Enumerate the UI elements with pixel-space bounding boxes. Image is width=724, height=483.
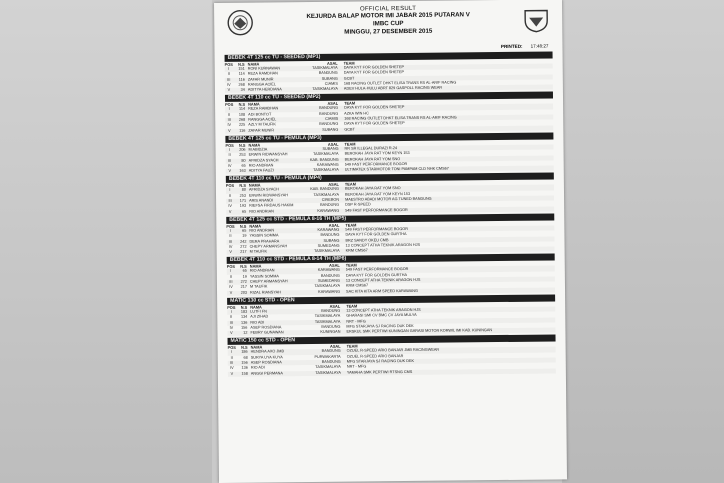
printed-stamp — [501, 44, 549, 49]
class-section — [225, 132, 553, 174]
name-cell: M ABIDZIA — [248, 147, 268, 152]
class-title: BEBEK 4T 110 cc TU - SEEDED (MP2) — [225, 92, 553, 102]
column-header-asal: ASAL — [329, 263, 340, 269]
number-cell: 80 — [241, 158, 246, 163]
column-header-nama: NAMA — [249, 223, 262, 229]
number-cell: 225 — [238, 123, 246, 128]
column-header-team: TEAM — [345, 222, 357, 228]
position-cell: IV — [229, 325, 234, 330]
team-cell: ULTIMATEX STARMOTOR TONI PAMPAM CLD NHK CMS67 — [344, 166, 449, 172]
column-header-no: N.S — [238, 61, 245, 67]
class-title: BEBEK 4T 125 cc STD - PEMULA 8-16 TH (MP5) — [226, 213, 554, 223]
number-cell: 253 — [239, 193, 247, 198]
team-cell: YAMAHA SMK PERTIWI RTSNG CMS — [346, 369, 413, 375]
position-cell: III — [228, 239, 233, 244]
position-cell: IV — [227, 163, 232, 168]
position-cell: V — [228, 128, 231, 133]
origin-cell: TASIKMALAYA — [314, 284, 340, 289]
cup-title: IMBC CUP — [372, 20, 404, 28]
team-cell: ERSKUL SMK PERTIWI KUNINGAN GARASI MOTOR KORWIL IMI KAB. KUNINGAN — [346, 328, 493, 334]
name-cell: AFRIDZA SYACH — [248, 187, 279, 193]
origin-cell: BANDUNG — [319, 122, 339, 127]
position-cell: III — [230, 360, 234, 365]
name-cell: YASSIN SOMMA — [249, 274, 279, 279]
class-section — [225, 92, 553, 134]
name-cell: AJI ZIHAD — [250, 314, 269, 319]
column-header-pos: POS — [225, 102, 234, 108]
name-cell: ERWIN RIDWANSYAH — [248, 152, 288, 157]
column-header-asal: ASAL — [327, 101, 339, 107]
name-cell: FEBRY GUNAWAN — [250, 330, 284, 335]
number-cell: 65 — [241, 209, 247, 214]
class-title: MATIC 130 cc STD - OPEN — [227, 294, 555, 304]
position-cell: IV — [230, 366, 234, 371]
team-cell: BEROKAH JAYA RAT YOM KEYN 153 — [344, 191, 411, 197]
position-cell: III — [227, 117, 231, 122]
position-cell: II — [229, 234, 232, 239]
number-cell: 217 — [240, 284, 247, 290]
printed-time: 17:48:27 — [530, 43, 549, 49]
team-cell: OZUEL R-SPEED ARIO BANJAR JMB RACINGWEAR — [346, 348, 440, 354]
team-cell: AZKA WIN HC — [344, 111, 369, 116]
number-cell: 272 — [240, 244, 247, 249]
team-cell: BEROKAH JAYA RAT YOM SNO — [344, 186, 401, 192]
name-cell: RIO ANDRIAN — [249, 268, 275, 274]
column-header-pos: POS — [225, 142, 234, 148]
class-section — [226, 213, 554, 255]
origin-cell: TASIKMALAYA — [314, 313, 341, 319]
origin-cell: SUBANG — [323, 238, 340, 243]
team-cell: GCBT — [344, 127, 355, 132]
team-cell: BEROKAH JAYA RAT YOM KEYN 153 — [344, 151, 410, 156]
printed-label: PRINTED: — [500, 43, 523, 49]
number-cell: 156 — [241, 325, 248, 330]
position-cell: V — [229, 290, 233, 295]
position-cell: I — [231, 350, 233, 355]
team-cell: NRT - MFG — [346, 318, 366, 324]
background-left — [0, 0, 212, 483]
origin-cell: SUMEDANG — [317, 278, 340, 283]
number-cell: 65 — [241, 163, 246, 168]
name-cell: RIZAL RIANSYAH — [250, 289, 281, 295]
column-header-pos: POS — [226, 223, 235, 229]
column-header-nama: NAMA — [250, 344, 263, 351]
name-cell: ASEP ROSDIANA — [250, 325, 282, 330]
origin-cell: KAB. BANDUNG — [310, 187, 339, 192]
name-cell: ANGGI PERMANA — [250, 370, 283, 376]
results-sections — [215, 51, 566, 377]
column-header-nama: NAMA — [248, 102, 260, 108]
name-cell: ASEP ROSDIANA — [250, 360, 282, 365]
column-header-team: TEAM — [344, 101, 356, 107]
team-cell: MFG STARJAYA SJ RACING DUK DEK — [346, 358, 415, 364]
column-header-team: TEAM — [345, 262, 357, 269]
column-header-no: N.S — [240, 304, 248, 310]
number-cell: 272 — [240, 279, 247, 284]
name-cell: REZA RAMDHAN — [248, 106, 279, 112]
column-header-nama: NAMA — [249, 263, 262, 270]
column-header-asal: ASAL — [328, 222, 340, 228]
column-header-no: N.S — [238, 102, 246, 108]
team-cell: 549 FAST PERFORMANCE BOGOR — [344, 161, 408, 167]
origin-cell: BANDUNG — [320, 232, 340, 238]
origin-cell: TASIKMALAYA — [315, 364, 341, 370]
origin-cell: BANDUNG — [321, 349, 341, 354]
event-title: KEJURDA BALAP MOTOR IMI JABAR 2015 PUTARAN V — [306, 11, 470, 21]
position-cell: III — [228, 198, 232, 203]
origin-cell: TASIKMALAYA — [314, 248, 340, 254]
name-cell: REZA RAMDHAN — [247, 71, 278, 76]
column-header-no: N.S — [239, 183, 246, 189]
class-title: MATIC 150 cc STD - OPEN — [228, 335, 556, 345]
name-cell: RIO ANDRIAN — [249, 209, 274, 214]
name-cell: AFRIDZA SYACH — [248, 157, 279, 163]
team-cell: DAYA KYT FOR GOLDEN GURTHA — [345, 232, 407, 237]
name-cell: YASSIN SOMMA — [249, 233, 279, 238]
number-cell: 163 — [239, 168, 246, 173]
column-header-nama: NAMA — [250, 304, 262, 310]
team-cell: 13 CONCEPT ATHA TEKNIK ARAGON HJS — [345, 277, 421, 283]
number-cell: 136 — [240, 320, 248, 325]
column-header-pos: POS — [227, 345, 236, 351]
name-cell: CHEPY ARMANSYAH — [249, 279, 288, 284]
column-header-team: TEAM — [346, 343, 358, 350]
position-cell: I — [228, 147, 231, 152]
position-cell: III — [229, 320, 233, 325]
team-cell: DAYA KYT FOR GOLDEN GURTHA — [345, 272, 408, 278]
column-header-pos: POS — [225, 183, 235, 189]
position-cell: IV — [228, 244, 233, 249]
number-cell: 193 — [239, 204, 247, 209]
number-cell: 186 — [241, 350, 248, 355]
column-header-pos: POS — [224, 61, 233, 67]
number-cell: 12 — [243, 330, 248, 335]
number-cell: 65 — [242, 269, 247, 274]
name-cell: RIO ANDRIAN — [249, 228, 275, 233]
name-cell: M TAUFIK — [249, 249, 268, 254]
origin-cell: KARAWANG — [317, 227, 340, 232]
origin-cell: CIAMIS — [324, 81, 338, 86]
class-section — [227, 254, 555, 296]
column-header-asal: ASAL — [327, 60, 338, 66]
team-cell: 549 FAST PERFORMANCE BOGOR — [345, 226, 408, 232]
position-cell: II — [229, 274, 232, 279]
origin-cell: TASIKMALAYA — [312, 86, 338, 92]
team-cell: DSP R-SPEED — [345, 202, 371, 207]
origin-cell: BANDUNG — [319, 106, 339, 111]
name-cell: ADITYA HERDIANA — [247, 87, 282, 92]
column-header-nama: NAMA — [247, 61, 260, 67]
number-cell: 134 — [240, 314, 248, 319]
origin-cell: TASIKMALAYA — [312, 65, 338, 70]
number-cell: 206 — [239, 147, 246, 152]
position-cell: I — [229, 228, 231, 233]
class-section — [227, 294, 555, 336]
name-cell: ZAFAR MUNIR — [247, 76, 274, 82]
team-cell: KRM CMS67 — [345, 248, 368, 253]
column-header-team: TEAM — [343, 60, 355, 66]
number-cell: 156 — [241, 360, 248, 365]
origin-cell: KUNINGAN — [320, 329, 341, 334]
number-cell: 116 — [239, 128, 246, 133]
position-cell: II — [230, 315, 233, 320]
number-cell: 80 — [241, 188, 246, 193]
number-cell: 183 — [240, 309, 248, 314]
team-cell: MAESTRO ABADI MOTOR AG TUNED BANDUNG — [345, 196, 432, 202]
team-cell: 13 CONCEPT ATHA TEKNIK ARAGON HJS — [346, 307, 421, 313]
team-cell: GCBT — [343, 76, 355, 81]
class-section — [228, 335, 556, 377]
origin-cell: BANDUNG — [321, 308, 341, 313]
column-header-team: TEAM — [346, 303, 358, 309]
origin-cell: TASIKMALAYA — [315, 370, 341, 375]
team-cell: 549 FAST PERFORMANCE BOGOR — [345, 207, 408, 213]
position-cell: II — [228, 153, 231, 158]
team-cell: DAYA KYT FOR GOLDEN SHETEP — [344, 105, 405, 111]
number-cell: 151 — [238, 66, 245, 71]
column-header-asal: ASAL — [329, 303, 341, 309]
position-cell: I — [230, 269, 232, 274]
column-header-nama: NAMA — [248, 182, 261, 189]
name-cell: ARIS ANANDI — [249, 198, 274, 203]
column-header-asal: ASAL — [328, 182, 339, 188]
origin-cell: SUBANG — [322, 146, 339, 151]
origin-cell: TASIKMALAYA — [313, 151, 339, 157]
position-cell: V — [229, 249, 232, 254]
official-result-title: OFFICIAL RESULT — [359, 5, 417, 13]
origin-cell: BANDUNG — [321, 359, 341, 364]
position-cell: V — [230, 330, 233, 335]
number-cell: 253 — [239, 152, 246, 158]
origin-cell: BANDUNG — [321, 324, 341, 329]
column-header-team: TEAM — [344, 181, 356, 188]
imbc-logo-icon — [522, 5, 550, 33]
position-cell: II — [228, 193, 232, 198]
sheet-header — [214, 0, 563, 55]
team-cell: RR SR ILLEGAL DURAZI R-24 — [344, 146, 398, 151]
name-cell: CHEPY ARMANSYAH — [249, 244, 288, 249]
position-cell: IV — [227, 82, 231, 87]
number-cell: 158 — [241, 371, 248, 376]
team-cell: GHARASI SMI CV BMC CV JAYA MULYA — [346, 313, 417, 318]
position-cell: V — [227, 88, 231, 93]
name-cell: DERA PRAHARA — [249, 238, 280, 244]
origin-cell: KARAWANG — [318, 289, 341, 294]
position-cell: II — [227, 72, 230, 77]
position-cell: II — [228, 112, 231, 117]
header-titles — [262, 5, 514, 38]
name-cell: ADI BONTOT — [248, 112, 272, 117]
imi-logo-icon — [226, 9, 254, 37]
team-cell: SAC KITA KITA ARM SPEED KARAWANG — [346, 288, 418, 294]
event-date: MINGGU, 27 DESEMBER 2015 — [344, 27, 433, 36]
column-header-asal: ASAL — [329, 344, 341, 350]
column-header-team: TEAM — [344, 141, 356, 147]
team-cell: 168 RACING OUTLET DHKT ELISA TRANS RS AL-ARIF RACING — [343, 80, 457, 86]
class-section — [225, 51, 553, 93]
origin-cell: TASIKMALAYA — [314, 319, 341, 324]
column-header-nama: NAMA — [248, 142, 261, 148]
origin-cell: BANDUNG — [319, 111, 339, 116]
name-cell: RANGGA ACIEL — [247, 82, 276, 87]
team-cell: 168 RACING OUTLET DHKT ELISA TRANS RS AL-ARIF RACING — [344, 115, 457, 121]
origin-cell: PURWAKARTA — [314, 354, 341, 359]
position-cell: IV — [229, 285, 233, 290]
team-cell: OZUEL R-SPEED ARIO BANJAR — [346, 353, 404, 359]
origin-cell: KAB. BANDUNG — [309, 157, 339, 162]
origin-cell: KARAWANG — [317, 208, 340, 213]
number-cell: 19 — [242, 274, 247, 279]
name-cell: RIEFSA FIRDAUS HAKIM — [249, 203, 294, 208]
team-cell: DAYA KYT FOR GOLDEN SHETEP — [343, 70, 405, 75]
number-cell: 217 — [240, 249, 247, 254]
position-cell: V — [230, 371, 234, 376]
number-cell: 68 — [243, 355, 248, 360]
number-cell: 116 — [238, 77, 245, 82]
origin-cell: KARAWANG — [316, 162, 339, 167]
position-cell: I — [228, 107, 230, 112]
team-cell: 549 FAST PERFORMANCE BOGOR — [345, 267, 409, 273]
position-cell: V — [228, 209, 232, 214]
name-cell: RIO ADI — [250, 365, 265, 370]
class-section — [226, 173, 554, 215]
number-cell: 114 — [239, 107, 246, 112]
number-cell: 19 — [242, 233, 247, 238]
number-cell: 242 — [240, 239, 247, 244]
number-cell: 114 — [238, 71, 245, 77]
result-sheet — [214, 0, 567, 483]
origin-cell: CIAMIS — [325, 116, 339, 121]
position-cell: III — [229, 279, 233, 284]
origin-cell: SUBANG — [322, 127, 339, 132]
name-cell: ZAFAR MUNIR — [248, 128, 275, 133]
column-header-no: N.S — [239, 223, 247, 229]
team-cell: BEROKAH JAYA RAT YOM SNO — [344, 156, 401, 162]
team-cell: NRT - MFG — [346, 364, 367, 369]
number-cell: 34 — [240, 87, 245, 92]
team-cell: MFG STARJAYA SJ RACING DUK DEK — [346, 323, 414, 329]
origin-cell: CIREBON — [321, 197, 340, 202]
origin-cell: KARAWANG — [317, 268, 340, 273]
position-cell: IV — [227, 123, 232, 128]
team-cell: 13 CONCEPT ATHA TEKNIK ARAGON HJS — [345, 242, 421, 248]
position-cell: II — [230, 355, 233, 360]
origin-cell: SUBANG — [321, 76, 338, 81]
origin-cell: BANDUNG — [320, 203, 340, 208]
name-cell: ERWIN RIDWANSYAH — [248, 192, 289, 198]
number-cell: 268 — [238, 82, 245, 87]
column-header-no: N.S — [240, 264, 247, 270]
team-cell: DAYA KYT FOR GOLDEN SHETEP — [343, 65, 405, 70]
class-title: BEBEK 4T 110 cc STD - PEMULA 8-14 TH (MP6) — [227, 254, 555, 264]
number-cell: 203 — [240, 290, 248, 295]
team-cell: KRM CMS67 — [345, 283, 369, 288]
origin-cell: TASIKMALAYA — [313, 167, 339, 173]
name-cell: ADITYA FAUZI — [248, 168, 274, 173]
position-cell: IV — [228, 204, 232, 209]
position-cell: I — [228, 66, 230, 71]
number-cell: 268 — [238, 117, 246, 122]
number-cell: 108 — [238, 112, 246, 117]
number-cell: 136 — [241, 365, 248, 371]
position-cell: I — [230, 309, 232, 314]
name-cell: SURYA UYA KUYA — [250, 354, 283, 360]
team-cell: BRZ SANDY OKEU CMB — [345, 237, 389, 243]
position-cell: I — [229, 188, 231, 193]
position-cell: III — [227, 77, 231, 82]
origin-cell: TASIKMALAYA — [313, 192, 340, 197]
background-right — [562, 0, 724, 483]
name-cell: LUTFI FN — [250, 309, 267, 314]
class-title: BEBEK 4T 125 cc TU - SEEDED (MP1) — [225, 51, 553, 61]
column-header-pos: POS — [226, 264, 236, 270]
column-header-pos: POS — [227, 304, 236, 310]
team-cell: ADEV HULA-HULU ABRT 829 GASPOLL RACING WEAR — [343, 85, 443, 91]
column-header-no: N.S — [241, 345, 248, 351]
name-cell: AZLY M TAUFIK — [248, 122, 276, 128]
number-cell: 171 — [239, 198, 247, 203]
position-cell: III — [228, 158, 232, 163]
class-title: BEBEK 4T 125 cc TU - PEMULA (MP3) — [225, 132, 553, 142]
name-cell: RIO ADI — [250, 319, 265, 325]
team-cell: DAYA KYT FOR GOLDEN SHETEP — [344, 121, 405, 127]
origin-cell: BANDUNG — [320, 273, 340, 278]
name-cell: RANGGA ACIEL — [248, 117, 277, 122]
number-cell: 65 — [242, 228, 247, 233]
name-cell: RONI KURNAWAN — [247, 66, 281, 71]
name-cell: M TAUFIK — [249, 284, 268, 289]
origin-cell: SUMEDANG — [317, 243, 340, 248]
name-cell: HENDRA AXO JMB — [250, 349, 285, 355]
column-header-asal: ASAL — [327, 141, 339, 147]
name-cell: RIO ANDRIAN — [248, 163, 274, 168]
column-header-no: N.S — [238, 142, 246, 148]
origin-cell: BANDUNG — [318, 71, 338, 76]
position-cell: V — [228, 168, 232, 174]
class-title: BEBEK 4T 110 cc TU - PEMULA (MP4) — [226, 173, 554, 183]
